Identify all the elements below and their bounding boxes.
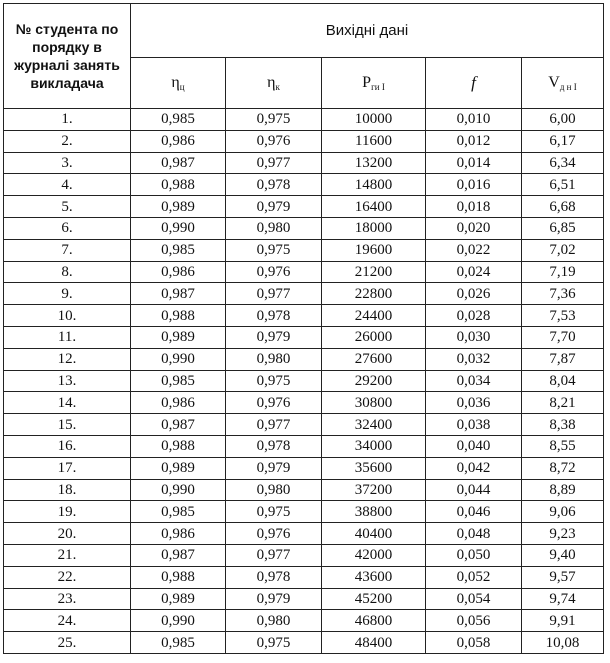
f-cell: 0,056: [426, 610, 522, 632]
table-row: [4, 152, 604, 174]
eta-c-cell: 0,987: [131, 414, 226, 436]
eta-k-cell: 0,975: [226, 109, 322, 131]
v-dn-cell: 8,55: [522, 435, 604, 457]
v-dn-cell: 6,85: [522, 217, 604, 239]
p-gi-cell: 11600: [322, 130, 426, 152]
eta-c-cell: 0,985: [131, 632, 226, 654]
row-number-cell: 8.: [4, 261, 131, 283]
f-cell: 0,030: [426, 326, 522, 348]
p-gi-cell: 26000: [322, 326, 426, 348]
row-number-cell: 9.: [4, 283, 131, 305]
v-dn-cell: 10,08: [522, 632, 604, 654]
column-header-v-dn: $V_{д н I}$: [522, 58, 604, 109]
v-dn-cell: 7,02: [522, 239, 604, 261]
v-dn-cell: 6,00: [522, 109, 604, 131]
eta-c-cell: 0,986: [131, 523, 226, 545]
f-cell: 0,044: [426, 479, 522, 501]
eta-c-cell: 0,985: [131, 370, 226, 392]
eta-k-cell: 0,978: [226, 435, 322, 457]
f-cell: 0,018: [426, 196, 522, 218]
table-row: [4, 501, 604, 523]
eta-c-cell: 0,985: [131, 109, 226, 131]
eta-k-cell: 0,979: [226, 196, 322, 218]
p-gi-cell: 46800: [322, 610, 426, 632]
row-number-cell: 14.: [4, 392, 131, 414]
p-gi-cell: 16400: [322, 196, 426, 218]
p-gi-cell: 18000: [322, 217, 426, 239]
eta-c-cell: 0,990: [131, 479, 226, 501]
eta-k-cell: 0,975: [226, 632, 322, 654]
p-gi-cell: 40400: [322, 523, 426, 545]
row-number-cell: 15.: [4, 414, 131, 436]
table-row: [4, 109, 604, 131]
p-gi-cell: 32400: [322, 414, 426, 436]
row-number-cell: 12.: [4, 348, 131, 370]
f-cell: 0,038: [426, 414, 522, 436]
v-dn-cell: 8,72: [522, 457, 604, 479]
student-number-header: № студента по порядку в журналі занять викладача: [4, 4, 131, 109]
v-dn-cell: 7,87: [522, 348, 604, 370]
p-gi-cell: 34000: [322, 435, 426, 457]
eta-c-cell: 0,988: [131, 305, 226, 327]
eta-k-cell: 0,979: [226, 588, 322, 610]
source-data-table: [3, 3, 604, 654]
v-dn-cell: 7,53: [522, 305, 604, 327]
row-number-cell: 22.: [4, 566, 131, 588]
eta-c-cell: 0,986: [131, 130, 226, 152]
eta-k-cell: 0,975: [226, 370, 322, 392]
row-number-cell: 17.: [4, 457, 131, 479]
row-number-cell: 18.: [4, 479, 131, 501]
column-header-eta-c: $\eta_ц$: [131, 58, 226, 109]
v-dn-cell: 9,57: [522, 566, 604, 588]
table-row: [4, 632, 604, 654]
table-row: [4, 588, 604, 610]
p-gi-cell: 21200: [322, 261, 426, 283]
table-row: [4, 566, 604, 588]
eta-c-cell: 0,987: [131, 152, 226, 174]
eta-k-cell: 0,976: [226, 261, 322, 283]
eta-c-cell: 0,989: [131, 457, 226, 479]
f-cell: 0,052: [426, 566, 522, 588]
v-dn-cell: 8,38: [522, 414, 604, 436]
eta-c-cell: 0,987: [131, 283, 226, 305]
row-number-cell: 24.: [4, 610, 131, 632]
p-gi-cell: 22800: [322, 283, 426, 305]
eta-k-cell: 0,975: [226, 239, 322, 261]
v-dn-cell: 8,89: [522, 479, 604, 501]
f-cell: 0,046: [426, 501, 522, 523]
row-number-cell: 10.: [4, 305, 131, 327]
eta-k-cell: 0,978: [226, 566, 322, 588]
f-cell: 0,040: [426, 435, 522, 457]
row-number-cell: 7.: [4, 239, 131, 261]
v-dn-cell: 7,36: [522, 283, 604, 305]
eta-k-cell: 0,977: [226, 152, 322, 174]
f-cell: 0,042: [426, 457, 522, 479]
eta-k-cell: 0,976: [226, 392, 322, 414]
f-cell: 0,012: [426, 130, 522, 152]
row-number-cell: 6.: [4, 217, 131, 239]
f-cell: 0,016: [426, 174, 522, 196]
f-cell: 0,058: [426, 632, 522, 654]
v-dn-cell: 9,06: [522, 501, 604, 523]
eta-k-cell: 0,979: [226, 457, 322, 479]
eta-k-cell: 0,978: [226, 174, 322, 196]
p-gi-cell: 27600: [322, 348, 426, 370]
eta-k-cell: 0,977: [226, 283, 322, 305]
row-number-cell: 25.: [4, 632, 131, 654]
eta-k-cell: 0,977: [226, 414, 322, 436]
column-header-eta-k: $\eta_к$: [226, 58, 322, 109]
table-row: [4, 283, 604, 305]
f-cell: 0,022: [426, 239, 522, 261]
f-cell: 0,034: [426, 370, 522, 392]
table-row: [4, 239, 604, 261]
table-row: [4, 130, 604, 152]
p-gi-cell: 35600: [322, 457, 426, 479]
table-row: [4, 348, 604, 370]
f-cell: 0,010: [426, 109, 522, 131]
row-number-cell: 16.: [4, 435, 131, 457]
p-gi-cell: 37200: [322, 479, 426, 501]
table-row: [4, 435, 604, 457]
v-dn-cell: 7,19: [522, 261, 604, 283]
v-dn-cell: 6,34: [522, 152, 604, 174]
f-cell: 0,026: [426, 283, 522, 305]
table-body: [4, 109, 604, 654]
table-row: [4, 370, 604, 392]
eta-c-cell: 0,989: [131, 326, 226, 348]
eta-c-cell: 0,986: [131, 392, 226, 414]
f-cell: 0,048: [426, 523, 522, 545]
table-row: [4, 305, 604, 327]
table-row: [4, 196, 604, 218]
v-dn-cell: 9,74: [522, 588, 604, 610]
table-row: [4, 523, 604, 545]
f-cell: 0,032: [426, 348, 522, 370]
row-number-cell: 21.: [4, 544, 131, 566]
eta-c-cell: 0,985: [131, 501, 226, 523]
row-number-cell: 4.: [4, 174, 131, 196]
table-row: [4, 261, 604, 283]
p-gi-cell: 48400: [322, 632, 426, 654]
eta-c-cell: 0,990: [131, 348, 226, 370]
f-cell: 0,050: [426, 544, 522, 566]
f-cell: 0,020: [426, 217, 522, 239]
v-dn-cell: 8,04: [522, 370, 604, 392]
p-gi-cell: 45200: [322, 588, 426, 610]
table-row: [4, 392, 604, 414]
row-number-cell: 5.: [4, 196, 131, 218]
table-row: [4, 479, 604, 501]
row-number-cell: 1.: [4, 109, 131, 131]
p-gi-cell: 29200: [322, 370, 426, 392]
eta-k-cell: 0,979: [226, 326, 322, 348]
p-gi-cell: 42000: [322, 544, 426, 566]
table-row: [4, 414, 604, 436]
eta-c-cell: 0,985: [131, 239, 226, 261]
row-number-cell: 20.: [4, 523, 131, 545]
v-dn-cell: 7,70: [522, 326, 604, 348]
v-dn-cell: 6,68: [522, 196, 604, 218]
eta-c-cell: 0,990: [131, 610, 226, 632]
eta-k-cell: 0,980: [226, 217, 322, 239]
eta-k-cell: 0,975: [226, 501, 322, 523]
header-row-top: [4, 4, 604, 58]
row-number-cell: 3.: [4, 152, 131, 174]
column-header-p-gi: $P_{ги I}$: [322, 58, 426, 109]
eta-c-cell: 0,989: [131, 588, 226, 610]
eta-k-cell: 0,978: [226, 305, 322, 327]
eta-k-cell: 0,976: [226, 523, 322, 545]
p-gi-cell: 14800: [322, 174, 426, 196]
table-row: [4, 457, 604, 479]
v-dn-cell: 9,91: [522, 610, 604, 632]
eta-k-cell: 0,980: [226, 479, 322, 501]
document-page: [3, 3, 604, 654]
eta-c-cell: 0,988: [131, 566, 226, 588]
eta-k-cell: 0,980: [226, 610, 322, 632]
p-gi-cell: 38800: [322, 501, 426, 523]
source-data-header: Вихідні дані: [131, 4, 604, 58]
eta-c-cell: 0,990: [131, 217, 226, 239]
table-row: [4, 217, 604, 239]
column-header-f: f: [426, 58, 522, 109]
v-dn-cell: 9,23: [522, 523, 604, 545]
v-dn-cell: 6,17: [522, 130, 604, 152]
table-row: [4, 174, 604, 196]
eta-k-cell: 0,977: [226, 544, 322, 566]
row-number-cell: 23.: [4, 588, 131, 610]
table-row: [4, 544, 604, 566]
p-gi-cell: 19600: [322, 239, 426, 261]
f-cell: 0,036: [426, 392, 522, 414]
eta-c-cell: 0,987: [131, 544, 226, 566]
eta-c-cell: 0,989: [131, 196, 226, 218]
eta-c-cell: 0,988: [131, 435, 226, 457]
f-cell: 0,014: [426, 152, 522, 174]
f-cell: 0,028: [426, 305, 522, 327]
row-number-cell: 19.: [4, 501, 131, 523]
p-gi-cell: 43600: [322, 566, 426, 588]
v-dn-cell: 6,51: [522, 174, 604, 196]
table-row: [4, 610, 604, 632]
p-gi-cell: 10000: [322, 109, 426, 131]
p-gi-cell: 24400: [322, 305, 426, 327]
v-dn-cell: 8,21: [522, 392, 604, 414]
row-number-cell: 13.: [4, 370, 131, 392]
table-row: [4, 326, 604, 348]
eta-c-cell: 0,988: [131, 174, 226, 196]
row-number-cell: 2.: [4, 130, 131, 152]
f-cell: 0,024: [426, 261, 522, 283]
eta-k-cell: 0,980: [226, 348, 322, 370]
f-cell: 0,054: [426, 588, 522, 610]
p-gi-cell: 13200: [322, 152, 426, 174]
eta-k-cell: 0,976: [226, 130, 322, 152]
row-number-cell: 11.: [4, 326, 131, 348]
v-dn-cell: 9,40: [522, 544, 604, 566]
eta-c-cell: 0,986: [131, 261, 226, 283]
p-gi-cell: 30800: [322, 392, 426, 414]
